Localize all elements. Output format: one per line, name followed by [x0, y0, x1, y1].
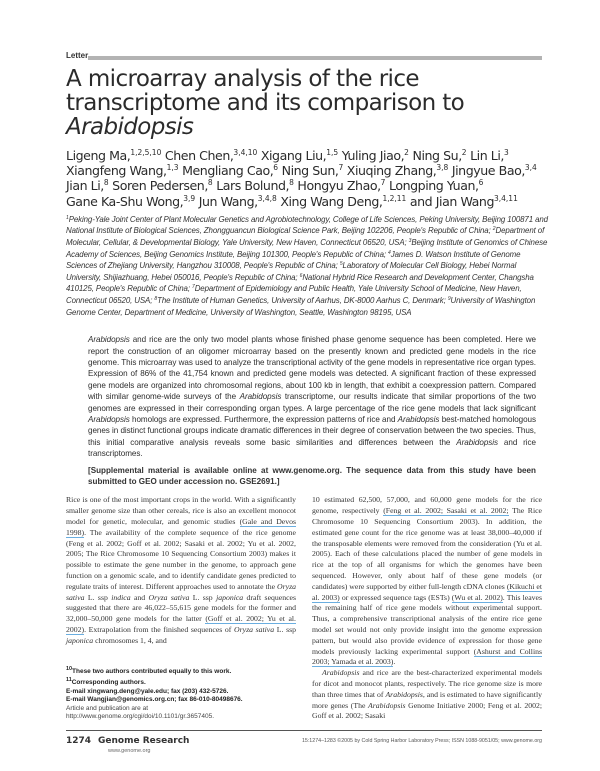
- email-wang[interactable]: E-mail Wangjian@genomics.org.cn; fax 86-010-80498676.: [66, 696, 243, 704]
- article-title: [66, 67, 546, 139]
- text-run: .: [393, 657, 396, 667]
- footnote-text: These two authors contributed equally to this work.: [72, 667, 232, 675]
- affiliation-number: 4: [388, 249, 391, 256]
- affiliation-marker: 1,3: [166, 163, 179, 173]
- affiliation-number: 5: [339, 261, 343, 268]
- italic-term: Arabidopsis: [88, 335, 130, 345]
- article-page: [66, 0, 548, 755]
- body-paragraph: [66, 495, 296, 646]
- text-run: best-matched homologous genes in distinct functional groups indicate dramatic differences in their degree of conservation between the two species. Thus, this initial comparative analysis reveals some basic similarities and differences between the: [88, 415, 536, 447]
- abstract: [88, 334, 536, 459]
- article-doi-link[interactable]: Article and publication are at http://www.genome.org/cgi/doi/10.1101/gr.3657405.: [66, 704, 215, 720]
- supplemental-note: [Supplemental material is available online at www.genome.org. The sequence data from this study have been submitted to GEO under accession no. GSE2691.]: [88, 465, 536, 487]
- text-run: or expressed sequence tags (ESTs): [339, 592, 452, 602]
- italic-term: Arabidopsis: [322, 668, 360, 678]
- title-main: A microarray analysis of the rice transcriptome and its comparison to: [66, 66, 465, 116]
- affiliation-marker: 1,2,11: [382, 193, 407, 203]
- text-run: L. ssp: [274, 625, 296, 634]
- italic-term: Arabidopsis: [368, 700, 406, 710]
- text-run: and: [130, 592, 149, 602]
- text-run: 10 estimated 62,500, 57,000, and 60,000 gene models for the rice genome, respectively: [312, 495, 542, 516]
- text-run: Genome Initiative 2000; Feng et al. 2002; Goff et al. 2002; Sasaki: [312, 700, 542, 721]
- affiliation-marker: 8: [103, 178, 109, 188]
- italic-term: Arabidopsis: [385, 689, 423, 699]
- affiliation-number: 2: [492, 226, 496, 233]
- citation-link[interactable]: (Wu et al. 2002): [451, 592, 503, 602]
- text-run: L. ssp: [189, 592, 217, 602]
- citation-link[interactable]: (Ashurst and Collins 2003; Yamada et al. 2003): [312, 646, 542, 667]
- page-footer: [66, 730, 542, 755]
- citation-link[interactable]: (Gale and Devos 1998): [66, 517, 296, 537]
- body-paragraph: [312, 668, 542, 722]
- affiliation-marker: 7: [338, 163, 344, 173]
- author-name: Gane Ka-Shu Wong,: [66, 193, 184, 209]
- affiliation-marker: 2: [404, 148, 409, 157]
- affiliation-number: 3: [408, 238, 412, 244]
- affiliation-text: Laboratory of Molecular Cell Biology, Hebei Normal University, Shijiazhuang, Hebei 050016, People's Republic of China;: [66, 261, 517, 282]
- affiliation-text: University of Washington Genome Center, Department of Medicine, University of Washington, Seattle, Washington 98195, USA: [66, 295, 536, 317]
- italic-term: Arabidopsis: [239, 392, 282, 402]
- affiliation-text: The Institute of Human Genetics, University of Aarhus, DK-8000 Aarhus C, Denmark;: [157, 295, 448, 305]
- affiliation-text: Department of Epidemiology and Public Health, Yale University School of Medicine, New Haven, Connecticut 06520, USA;: [66, 284, 522, 305]
- text-run: . This leaves the remaining half of rice gene models without experimental support. Thus, a comprehensive transcriptional analysis of the entire rice gene model set would not only provide insight into the genome expression pattern, but would also provide evidence of expression for those gene models previously lacking experimental support: [312, 592, 542, 656]
- affiliation-number: 6: [299, 272, 303, 279]
- author-line: [66, 163, 556, 178]
- italic-term: Oryza sativa: [148, 592, 190, 602]
- affiliation-text: James D. Watson Institute of Genome Sciences of Zhejiang University, Hangzhou 310008, People's Republic of China;: [66, 249, 521, 271]
- affiliation-marker: 6: [478, 178, 484, 188]
- body-columns: [66, 495, 542, 722]
- italic-term: indica: [111, 592, 131, 602]
- footer-citation: 15:1274–1283 ©2005 by Cold Spring Harbor Laboratory Press; ISSN 1088-9051/05; www.genome.org: [301, 738, 542, 745]
- text-run: , and is estimated to have significantly more genes (The: [312, 689, 542, 710]
- affiliation-marker: 8: [207, 178, 213, 188]
- text-run: Rice is one of the most important crops in the world. With a significantly smaller genome size than other cereals, rice is also an excellent monocot model for genetic, molecular, and genomic studies: [66, 495, 296, 527]
- title-italic: Arabidopsis: [66, 114, 194, 140]
- affiliation-number: 7: [192, 284, 195, 291]
- text-run: draft sequences suggested that there are 46,022–55,615 gene models for the former and 32,000–50,000 gene models for the latter: [66, 592, 296, 624]
- author-list: [66, 148, 556, 209]
- text-run: . The availability of the complete sequence of the rice genome (Feng et al. 2002; Goff et al. 2002; Sasaki et al. 2002; Yu et al. 2002, 2005; The Rice Chromosome 10 Sequencing Consortium 2003) makes it possible to estimate the gene number in the genome, to approach gene function on a genomic scale, and to identify candidate genes predicted to regulate traits of interest. Different approaches used to annotate the: [66, 527, 296, 591]
- author-name: Ning Su,: [408, 148, 462, 163]
- affiliation-marker: 3,4,8: [257, 193, 277, 203]
- email-deng[interactable]: E-mail xingwang.deng@yale.edu; fax (203) 432-5726.: [66, 687, 229, 695]
- italic-term: Arabidopsis: [397, 415, 440, 424]
- page-number: 1274: [66, 736, 92, 747]
- author-name: Ligeng Ma,: [66, 148, 131, 163]
- italic-term: Arabidopsis: [88, 415, 130, 424]
- author-name: Lin Li,: [466, 148, 504, 163]
- author-name: Xiuqing Zhang,: [343, 163, 437, 179]
- citation-link[interactable]: (Feng et al. 2002; Sasaki et al. 2002;: [383, 506, 509, 516]
- affiliation-marker: 8: [289, 178, 294, 188]
- text-run: chromosomes 1, 4, and: [93, 635, 167, 645]
- author-line: [66, 178, 556, 193]
- text-run: and rice are the best-characterized experimental models for dicot and monocot plants, respectively. The rice genome size is more than three times that of: [312, 668, 542, 699]
- text-run: homologs are expressed. Furthermore, the expression patterns of rice and: [129, 415, 398, 424]
- affiliation-number: 8: [154, 295, 158, 302]
- affiliation-marker: 3,4,11: [493, 193, 518, 203]
- body-column-right: [312, 495, 542, 722]
- italic-term: Oryza sativa: [66, 581, 296, 602]
- footnote-corresponding: [66, 676, 296, 688]
- italic-term: Oryza sativa: [234, 625, 275, 634]
- body-paragraph: [312, 495, 542, 668]
- section-header-bar: [88, 56, 542, 60]
- citation-link[interactable]: (Kikuchi et al. 2003): [312, 581, 542, 602]
- affiliations: [66, 214, 548, 318]
- footnotes: [66, 665, 296, 722]
- footnote-marker: 10: [66, 665, 73, 672]
- author-name: Yuling Jiao,: [338, 148, 405, 163]
- author-name: Ning Sun,: [278, 163, 339, 179]
- body-column-left: [66, 495, 296, 646]
- author-name: Hongyu Zhao,: [293, 178, 381, 194]
- affiliation-marker: 7: [380, 178, 386, 188]
- author-name: and Jian Wang: [406, 193, 494, 209]
- affiliation-marker: 2: [461, 148, 467, 157]
- affiliation-text: Peking-Yale Joint Center of Plant Molecular Genetics and Agrobiotechnology, College of Life Sciences, Peking University, Beijing 100871 and National Institute of Biological Sciences, Zhongguancun Biological Science Park, Beijing 102206, People's Republic of China;: [66, 214, 548, 236]
- italic-term: japonica: [66, 635, 94, 645]
- left-column-wrapper: [66, 495, 296, 722]
- author-name: Chen Chen,: [161, 148, 234, 163]
- footnote-marker: 11: [66, 677, 72, 684]
- footnote-text: Corresponding authors.: [71, 679, 146, 687]
- text-run: transcriptome, our results indicate that similar proportions of the two genomes are expressed in their corresponding organ types. A large percentage of the rice gene models that lack significant: [88, 392, 536, 413]
- affiliation-marker: 1,2,5,10: [130, 148, 162, 157]
- section-header: [66, 49, 542, 61]
- author-name: Soren Pedersen,: [108, 178, 208, 194]
- affiliation-marker: 3,4: [524, 163, 537, 173]
- affiliation-marker: 3: [503, 148, 509, 157]
- text-run: and rice are the only two model plants whose finished phase genome sequence has been completed. Here we report the construction of an oligomer microarray based on the presently known and predicted gene models in the rice genome. This microarray was used to analyze the transcriptional activity of the gene models in representative rice organ types. Expression of 86% of the 41,754 known and predicted gene models was detected. A significant fraction of these expressed gene models are organized into chromosomal regions, about 100 kb in length, that exhibit a coexpression pattern. Compared with similar genome-wide surveys of the: [88, 335, 536, 402]
- author-name: Lars Bolund,: [212, 178, 290, 194]
- text-run: L. ssp: [84, 592, 112, 602]
- text-run: . Extrapolation from the finished sequences of: [84, 625, 235, 634]
- author-name: Jingyue Bao,: [448, 163, 525, 179]
- affiliation-number: 1: [66, 214, 69, 221]
- affiliation-text: Beijing Institute of Genomics of Chinese Academy of Sciences, Beijing Genomics Institute, Beijing 101300, People's Republic of China;: [66, 238, 548, 259]
- journal-url[interactable]: www.genome.org: [108, 748, 151, 755]
- text-run: The Rice Chromosome 10 Sequencing Consortium 2003). In addition, the estimated gene count for the rice genome was at least 38,000–40,000 if the transposable elements were removed from the consideration (Yu et al. 2005). Each of these calculations placed the number of gene models in rice at the top of all organisms for which the genomes have been sequenced. However, only about half of these gene models (or candidates) were supported by either full-length cDNA clones: [312, 506, 542, 591]
- affiliation-marker: 3,8: [436, 163, 449, 173]
- affiliation-marker: 1,5: [326, 148, 339, 157]
- affiliation-text: National Hybrid Rice Research and Development Center, Changsha 410125, People's Republic of China;: [66, 272, 534, 294]
- affiliation-marker: 3,4,10: [233, 148, 258, 157]
- affiliation-marker: 6: [273, 163, 279, 173]
- journal-block: [98, 736, 189, 755]
- author-name: Xing Wang Deng,: [276, 193, 383, 209]
- italic-term: japonica: [216, 592, 244, 602]
- citation-link[interactable]: (Goff et al. 2002; Yu et al. 2002): [66, 614, 296, 634]
- italic-term: Arabidopsis: [456, 437, 499, 447]
- affiliation-number: 9: [447, 295, 451, 302]
- author-name: Longping Yuan,: [385, 178, 479, 194]
- author-line: [66, 148, 556, 163]
- text-run: and rice transcriptomes.: [88, 437, 537, 459]
- footnote-equal-contribution: [66, 665, 296, 677]
- author-name: Xiangfeng Wang,: [66, 163, 167, 179]
- author-name: Xigang Liu,: [257, 148, 327, 163]
- affiliation-marker: 3,9: [183, 193, 196, 203]
- author-line: [66, 194, 556, 209]
- author-name: Mengliang Cao,: [178, 163, 274, 179]
- affiliation-text: Department of Molecular, Cellular, & Developmental Biology, Yale University, New Haven, Connecticut 06520, USA;: [66, 226, 545, 247]
- journal-name: Genome Research: [98, 736, 190, 747]
- section-label: Letter: [66, 51, 89, 60]
- author-name: Jian Li,: [66, 178, 104, 194]
- author-name: Jun Wang,: [195, 193, 258, 209]
